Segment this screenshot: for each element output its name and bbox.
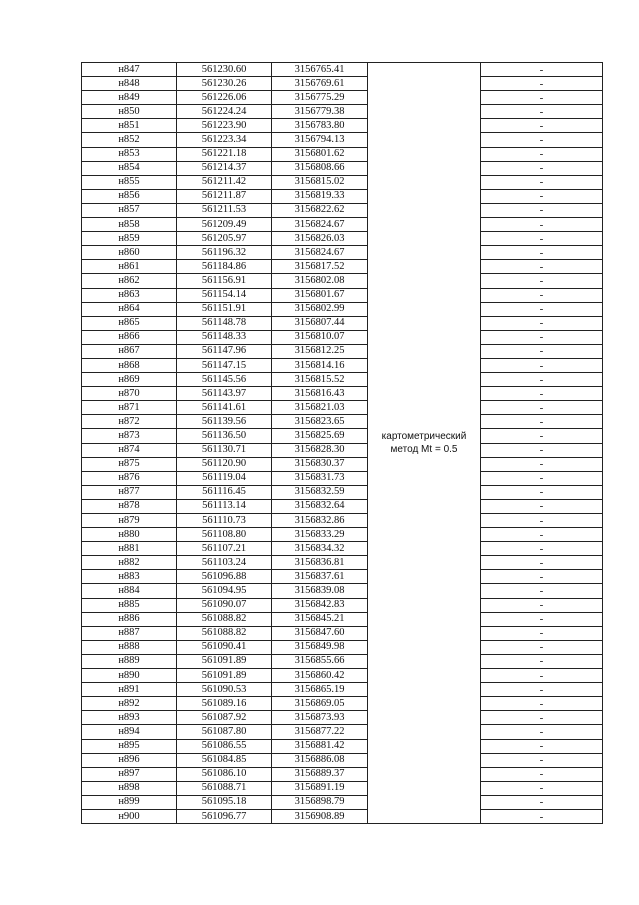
method-cell (368, 63, 481, 824)
note-cell: - (481, 443, 603, 457)
y-coordinate-cell: 3156824.67 (272, 246, 368, 260)
table-row (82, 147, 603, 161)
y-coordinate-cell: 3156824.67 (272, 218, 368, 232)
note-cell: - (481, 218, 603, 232)
y-coordinate-cell: 3156860.42 (272, 669, 368, 683)
point-id-cell: н864 (82, 302, 177, 316)
y-coordinate-cell: 3156825.69 (272, 429, 368, 443)
x-coordinate-cell: 561139.56 (177, 415, 272, 429)
table-row (82, 119, 603, 133)
note-cell: - (481, 669, 603, 683)
note-cell: - (481, 528, 603, 542)
x-coordinate-cell: 561136.50 (177, 429, 272, 443)
table-row (82, 654, 603, 668)
point-id-cell: н859 (82, 232, 177, 246)
point-id-cell: н847 (82, 63, 177, 77)
table-row (82, 246, 603, 260)
point-id-cell: н856 (82, 189, 177, 203)
x-coordinate-cell: 561211.53 (177, 203, 272, 217)
x-coordinate-cell: 561087.80 (177, 725, 272, 739)
y-coordinate-cell: 3156873.93 (272, 711, 368, 725)
point-id-cell: н888 (82, 640, 177, 654)
x-coordinate-cell: 561147.96 (177, 344, 272, 358)
x-coordinate-cell: 561090.41 (177, 640, 272, 654)
y-coordinate-cell: 3156794.13 (272, 133, 368, 147)
x-coordinate-cell: 561091.89 (177, 669, 272, 683)
x-coordinate-cell: 561091.89 (177, 654, 272, 668)
x-coordinate-cell: 561205.97 (177, 232, 272, 246)
point-id-cell: н875 (82, 457, 177, 471)
table-row (82, 161, 603, 175)
point-id-cell: н857 (82, 203, 177, 217)
table-row (82, 711, 603, 725)
note-cell: - (481, 640, 603, 654)
note-cell: - (481, 739, 603, 753)
point-id-cell: н862 (82, 274, 177, 288)
table-row (82, 232, 603, 246)
y-coordinate-cell: 3156839.08 (272, 584, 368, 598)
y-coordinate-cell: 3156783.80 (272, 119, 368, 133)
x-coordinate-cell: 561130.71 (177, 443, 272, 457)
y-coordinate-cell: 3156831.73 (272, 471, 368, 485)
y-coordinate-cell: 3156821.03 (272, 401, 368, 415)
y-coordinate-cell: 3156877.22 (272, 725, 368, 739)
note-cell: - (481, 161, 603, 175)
note-cell: - (481, 514, 603, 528)
note-cell: - (481, 232, 603, 246)
note-cell: - (481, 471, 603, 485)
point-id-cell: н879 (82, 514, 177, 528)
y-coordinate-cell: 3156847.60 (272, 626, 368, 640)
y-coordinate-cell: 3156898.79 (272, 795, 368, 809)
table-row (82, 598, 603, 612)
table-row (82, 77, 603, 91)
y-coordinate-cell: 3156812.25 (272, 344, 368, 358)
y-coordinate-cell: 3156808.66 (272, 161, 368, 175)
note-cell: - (481, 203, 603, 217)
note-cell: - (481, 260, 603, 274)
note-cell: - (481, 344, 603, 358)
table-row (82, 260, 603, 274)
point-id-cell: н899 (82, 795, 177, 809)
table-row (82, 91, 603, 105)
x-coordinate-cell: 561226.06 (177, 91, 272, 105)
table-row (82, 528, 603, 542)
x-coordinate-cell: 561221.18 (177, 147, 272, 161)
x-coordinate-cell: 561088.71 (177, 781, 272, 795)
note-cell: - (481, 598, 603, 612)
point-id-cell: н869 (82, 373, 177, 387)
x-coordinate-cell: 561211.87 (177, 189, 272, 203)
y-coordinate-cell: 3156832.59 (272, 485, 368, 499)
point-id-cell: н883 (82, 570, 177, 584)
y-coordinate-cell: 3156842.83 (272, 598, 368, 612)
table-row (82, 683, 603, 697)
note-cell: - (481, 105, 603, 119)
table-row (82, 499, 603, 513)
table-row (82, 316, 603, 330)
note-cell: - (481, 457, 603, 471)
x-coordinate-cell: 561224.24 (177, 105, 272, 119)
x-coordinate-cell: 561088.82 (177, 626, 272, 640)
point-id-cell: н882 (82, 556, 177, 570)
y-coordinate-cell: 3156881.42 (272, 739, 368, 753)
point-id-cell: н855 (82, 175, 177, 189)
note-cell: - (481, 711, 603, 725)
y-coordinate-cell: 3156823.65 (272, 415, 368, 429)
table-row (82, 697, 603, 711)
point-id-cell: н881 (82, 542, 177, 556)
point-id-cell: н849 (82, 91, 177, 105)
y-coordinate-cell: 3156819.33 (272, 189, 368, 203)
note-cell: - (481, 91, 603, 105)
y-coordinate-cell: 3156816.43 (272, 387, 368, 401)
table-row (82, 795, 603, 809)
table-row (82, 457, 603, 471)
table-row (82, 542, 603, 556)
table-row (82, 429, 603, 443)
point-id-cell: н867 (82, 344, 177, 358)
note-cell: - (481, 429, 603, 443)
table-row (82, 63, 603, 77)
y-coordinate-cell: 3156889.37 (272, 767, 368, 781)
table-row (82, 767, 603, 781)
x-coordinate-cell: 561108.80 (177, 528, 272, 542)
x-coordinate-cell: 561090.07 (177, 598, 272, 612)
y-coordinate-cell: 3156817.52 (272, 260, 368, 274)
point-id-cell: н866 (82, 330, 177, 344)
table-row (82, 133, 603, 147)
table-row (82, 175, 603, 189)
point-id-cell: н880 (82, 528, 177, 542)
table-row (82, 401, 603, 415)
note-cell: - (481, 63, 603, 77)
table-row (82, 443, 603, 457)
point-id-cell: н885 (82, 598, 177, 612)
note-cell: - (481, 795, 603, 809)
note-cell: - (481, 753, 603, 767)
y-coordinate-cell: 3156836.81 (272, 556, 368, 570)
note-cell: - (481, 485, 603, 499)
table-row (82, 485, 603, 499)
x-coordinate-cell: 561086.10 (177, 767, 272, 781)
table-row (82, 218, 603, 232)
point-id-cell: н892 (82, 697, 177, 711)
point-id-cell: н868 (82, 358, 177, 372)
note-cell: - (481, 147, 603, 161)
note-cell: - (481, 584, 603, 598)
y-coordinate-cell: 3156832.86 (272, 514, 368, 528)
table-row (82, 415, 603, 429)
y-coordinate-cell: 3156822.62 (272, 203, 368, 217)
table-row (82, 669, 603, 683)
table-row (82, 612, 603, 626)
y-coordinate-cell: 3156832.64 (272, 499, 368, 513)
y-coordinate-cell: 3156802.99 (272, 302, 368, 316)
x-coordinate-cell: 561141.61 (177, 401, 272, 415)
note-cell: - (481, 358, 603, 372)
y-coordinate-cell: 3156865.19 (272, 683, 368, 697)
note-cell: - (481, 373, 603, 387)
method-accuracy: метод Mt = 0.5 (390, 444, 458, 456)
point-id-cell: н884 (82, 584, 177, 598)
y-coordinate-cell: 3156837.61 (272, 570, 368, 584)
y-coordinate-cell: 3156779.38 (272, 105, 368, 119)
note-cell: - (481, 274, 603, 288)
note-cell: - (481, 612, 603, 626)
y-coordinate-cell: 3156802.08 (272, 274, 368, 288)
note-cell: - (481, 725, 603, 739)
point-id-cell: н887 (82, 626, 177, 640)
x-coordinate-cell: 561223.90 (177, 119, 272, 133)
note-cell: - (481, 189, 603, 203)
x-coordinate-cell: 561148.33 (177, 330, 272, 344)
x-coordinate-cell: 561090.53 (177, 683, 272, 697)
note-cell: - (481, 654, 603, 668)
coordinates-table-body (82, 63, 603, 824)
note-cell: - (481, 175, 603, 189)
method-name: картометрический (381, 431, 467, 443)
point-id-cell: н871 (82, 401, 177, 415)
point-id-cell: н877 (82, 485, 177, 499)
x-coordinate-cell: 561095.18 (177, 795, 272, 809)
table-row (82, 781, 603, 795)
point-id-cell: н878 (82, 499, 177, 513)
point-id-cell: н893 (82, 711, 177, 725)
table-row (82, 753, 603, 767)
y-coordinate-cell: 3156826.03 (272, 232, 368, 246)
y-coordinate-cell: 3156886.08 (272, 753, 368, 767)
x-coordinate-cell: 561148.78 (177, 316, 272, 330)
x-coordinate-cell: 561209.49 (177, 218, 272, 232)
note-cell: - (481, 387, 603, 401)
note-cell: - (481, 499, 603, 513)
y-coordinate-cell: 3156814.16 (272, 358, 368, 372)
table-row (82, 640, 603, 654)
y-coordinate-cell: 3156775.29 (272, 91, 368, 105)
x-coordinate-cell: 561089.16 (177, 697, 272, 711)
note-cell: - (481, 316, 603, 330)
point-id-cell: н872 (82, 415, 177, 429)
table-row (82, 809, 603, 823)
point-id-cell: н889 (82, 654, 177, 668)
table-row (82, 189, 603, 203)
point-id-cell: н848 (82, 77, 177, 91)
point-id-cell: н870 (82, 387, 177, 401)
point-id-cell: н850 (82, 105, 177, 119)
note-cell: - (481, 556, 603, 570)
table-row (82, 725, 603, 739)
point-id-cell: н900 (82, 809, 177, 823)
x-coordinate-cell: 561107.21 (177, 542, 272, 556)
note-cell: - (481, 570, 603, 584)
y-coordinate-cell: 3156869.05 (272, 697, 368, 711)
table-row (82, 739, 603, 753)
y-coordinate-cell: 3156849.98 (272, 640, 368, 654)
point-id-cell: н858 (82, 218, 177, 232)
table-row (82, 344, 603, 358)
x-coordinate-cell: 561086.55 (177, 739, 272, 753)
table-row (82, 387, 603, 401)
y-coordinate-cell: 3156855.66 (272, 654, 368, 668)
note-cell: - (481, 809, 603, 823)
note-cell: - (481, 133, 603, 147)
point-id-cell: н854 (82, 161, 177, 175)
x-coordinate-cell: 561184.86 (177, 260, 272, 274)
note-cell: - (481, 302, 603, 316)
x-coordinate-cell: 561151.91 (177, 302, 272, 316)
x-coordinate-cell: 561230.26 (177, 77, 272, 91)
table-row (82, 373, 603, 387)
table-row (82, 203, 603, 217)
y-coordinate-cell: 3156845.21 (272, 612, 368, 626)
y-coordinate-cell: 3156807.44 (272, 316, 368, 330)
point-id-cell: н896 (82, 753, 177, 767)
table-row (82, 358, 603, 372)
point-id-cell: н863 (82, 288, 177, 302)
table-row (82, 471, 603, 485)
x-coordinate-cell: 561120.90 (177, 457, 272, 471)
note-cell: - (481, 781, 603, 795)
table-row (82, 556, 603, 570)
x-coordinate-cell: 561110.73 (177, 514, 272, 528)
table-row (82, 302, 603, 316)
note-cell: - (481, 246, 603, 260)
x-coordinate-cell: 561145.56 (177, 373, 272, 387)
table-row (82, 105, 603, 119)
point-id-cell: н853 (82, 147, 177, 161)
y-coordinate-cell: 3156815.02 (272, 175, 368, 189)
point-id-cell: н898 (82, 781, 177, 795)
y-coordinate-cell: 3156830.37 (272, 457, 368, 471)
x-coordinate-cell: 561103.24 (177, 556, 272, 570)
x-coordinate-cell: 561154.14 (177, 288, 272, 302)
point-id-cell: н852 (82, 133, 177, 147)
point-id-cell: н874 (82, 443, 177, 457)
x-coordinate-cell: 561116.45 (177, 485, 272, 499)
x-coordinate-cell: 561088.82 (177, 612, 272, 626)
point-id-cell: н860 (82, 246, 177, 260)
point-id-cell: н865 (82, 316, 177, 330)
x-coordinate-cell: 561119.04 (177, 471, 272, 485)
y-coordinate-cell: 3156834.32 (272, 542, 368, 556)
point-id-cell: н895 (82, 739, 177, 753)
table-row (82, 570, 603, 584)
x-coordinate-cell: 561214.37 (177, 161, 272, 175)
note-cell: - (481, 683, 603, 697)
x-coordinate-cell: 561211.42 (177, 175, 272, 189)
note-cell: - (481, 330, 603, 344)
table-row (82, 626, 603, 640)
x-coordinate-cell: 561223.34 (177, 133, 272, 147)
note-cell: - (481, 119, 603, 133)
y-coordinate-cell: 3156769.61 (272, 77, 368, 91)
table-row (82, 330, 603, 344)
table-row (82, 288, 603, 302)
point-id-cell: н851 (82, 119, 177, 133)
note-cell: - (481, 626, 603, 640)
y-coordinate-cell: 3156801.62 (272, 147, 368, 161)
y-coordinate-cell: 3156815.52 (272, 373, 368, 387)
x-coordinate-cell: 561096.88 (177, 570, 272, 584)
note-cell: - (481, 415, 603, 429)
note-cell: - (481, 288, 603, 302)
y-coordinate-cell: 3156908.89 (272, 809, 368, 823)
point-id-cell: н891 (82, 683, 177, 697)
point-id-cell: н897 (82, 767, 177, 781)
note-cell: - (481, 401, 603, 415)
point-id-cell: н861 (82, 260, 177, 274)
y-coordinate-cell: 3156765.41 (272, 63, 368, 77)
y-coordinate-cell: 3156801.67 (272, 288, 368, 302)
x-coordinate-cell: 561230.60 (177, 63, 272, 77)
point-id-cell: н890 (82, 669, 177, 683)
note-cell: - (481, 77, 603, 91)
x-coordinate-cell: 561156.91 (177, 274, 272, 288)
x-coordinate-cell: 561147.15 (177, 358, 272, 372)
x-coordinate-cell: 561143.97 (177, 387, 272, 401)
point-id-cell: н876 (82, 471, 177, 485)
x-coordinate-cell: 561196.32 (177, 246, 272, 260)
y-coordinate-cell: 3156810.07 (272, 330, 368, 344)
x-coordinate-cell: 561094.95 (177, 584, 272, 598)
y-coordinate-cell: 3156833.29 (272, 528, 368, 542)
coordinates-table-sheet (81, 62, 602, 824)
y-coordinate-cell: 3156891.19 (272, 781, 368, 795)
note-cell: - (481, 767, 603, 781)
x-coordinate-cell: 561096.77 (177, 809, 272, 823)
x-coordinate-cell: 561084.85 (177, 753, 272, 767)
point-id-cell: н886 (82, 612, 177, 626)
y-coordinate-cell: 3156828.30 (272, 443, 368, 457)
table-row (82, 274, 603, 288)
x-coordinate-cell: 561113.14 (177, 499, 272, 513)
table-row (82, 584, 603, 598)
note-cell: - (481, 542, 603, 556)
table-row (82, 514, 603, 528)
note-cell: - (481, 697, 603, 711)
x-coordinate-cell: 561087.92 (177, 711, 272, 725)
point-id-cell: н894 (82, 725, 177, 739)
point-id-cell: н873 (82, 429, 177, 443)
coordinates-table (81, 62, 603, 824)
